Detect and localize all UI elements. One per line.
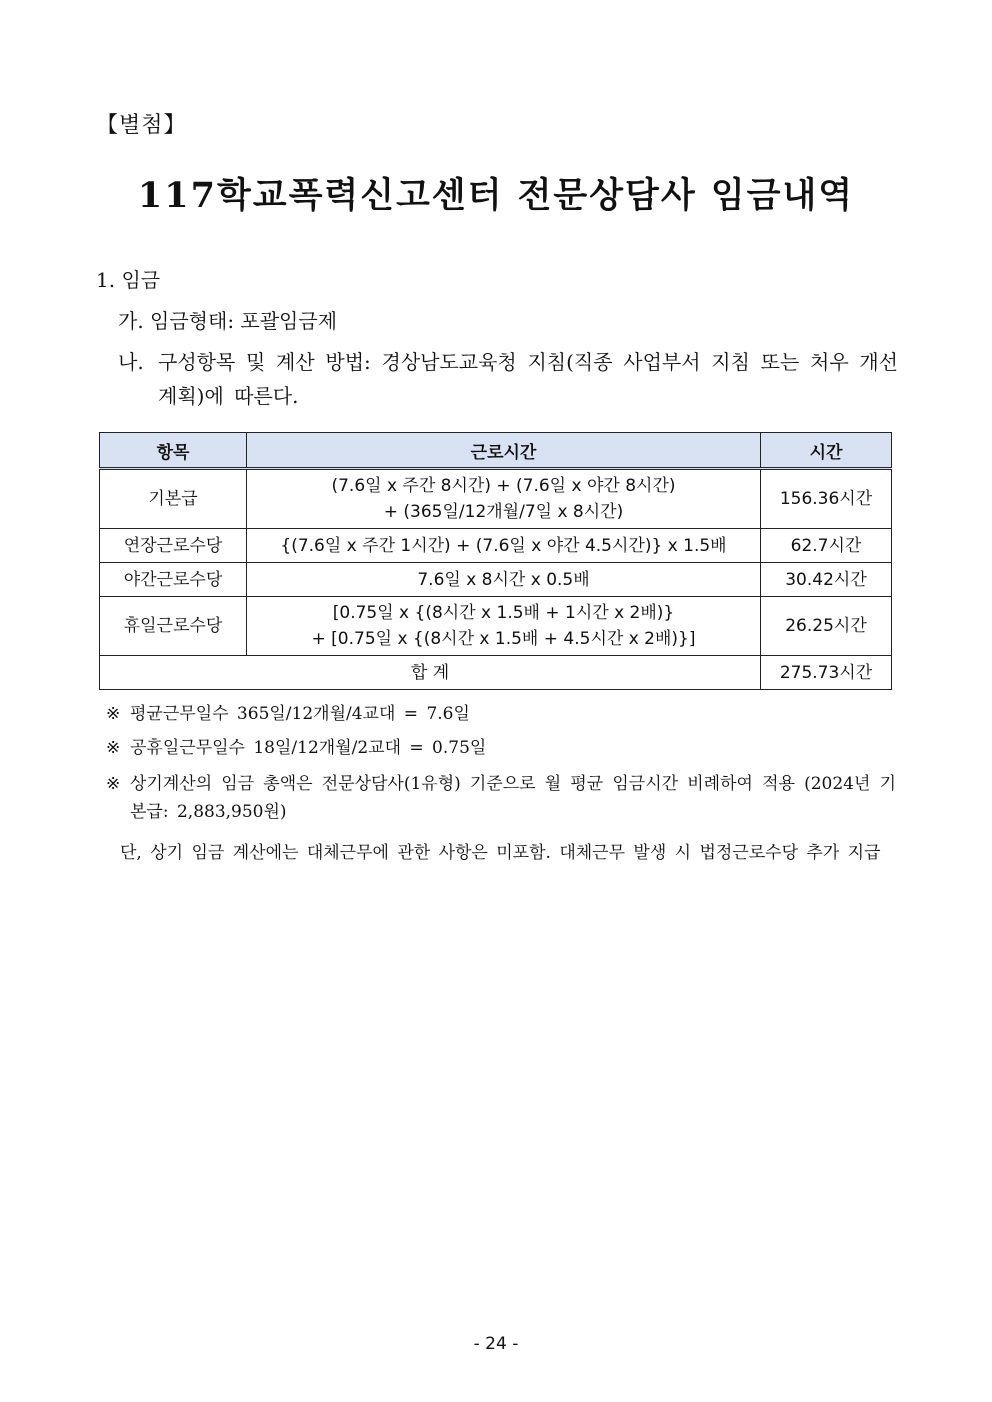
page-number: - 24 - (473, 1334, 519, 1354)
formula-line: 7.6일 x 8시간 x 0.5배 (417, 569, 590, 590)
note-holiday-workdays (106, 734, 896, 762)
table-row (100, 563, 892, 597)
table-row (100, 469, 892, 529)
note-text: 평균근무일수 365일/12개월/4교대 = 7.6일 (130, 704, 470, 724)
note-text: 공휴일근무일수 18일/12개월/2교대 = 0.75일 (130, 738, 487, 758)
sub-item-text: 임금형태: 포괄임금제 (150, 309, 338, 333)
document-title: 117학교폭력신고센터 전문상담사 임금내역 (137, 175, 855, 216)
sub-item-composition (118, 345, 898, 413)
table-row (100, 597, 892, 656)
formula-line: + [0.75일 x {(8시간 x 1.5배 + 4.5시간 x 2배)}] (311, 629, 696, 649)
table-row (100, 529, 892, 563)
header-item: 항목 (100, 433, 247, 469)
wage-table (99, 432, 892, 690)
section-heading: 1. 임금 (96, 268, 161, 292)
row-item: 기본급 (100, 469, 247, 529)
header-work-hours: 근로시간 (247, 433, 761, 469)
note-text: 상기계산의 임금 총액은 전문상담사(1유형) 기준으로 월 평균 임금시간 비례하여 적용 (2024년 기본급: 2,883,950원) (130, 774, 896, 822)
row-hours: 30.42시간 (761, 563, 892, 597)
note-total-wage (106, 770, 896, 826)
sub-item-marker: 가. (118, 309, 144, 333)
row-formula (247, 597, 761, 656)
total-label: 합 계 (100, 656, 761, 690)
sub-item-text: 구성항목 및 계산 방법: 경상남도교육청 지침(직종 사업부서 지침 또는 처우 개선 계획)에 따른다. (158, 350, 898, 408)
reference-mark: ※ (106, 704, 121, 724)
note-avg-workdays (106, 700, 896, 728)
row-formula (247, 563, 761, 597)
table-total-row (100, 656, 892, 690)
formula-line: (7.6일 x 주간 8시간) + (7.6일 x 야간 8시간) (331, 476, 676, 496)
row-item: 야간근로수당 (100, 563, 247, 597)
row-hours: 26.25시간 (761, 597, 892, 656)
row-formula (247, 529, 761, 563)
formula-line: {(7.6일 x 주간 1시간) + (7.6일 x 야간 4.5시간)} x 1.5배 (280, 535, 727, 556)
row-item: 연장근로수당 (100, 529, 247, 563)
table-header-row (100, 433, 892, 469)
row-item: 휴일근로수당 (100, 597, 247, 656)
sub-item-marker: 나. (118, 350, 144, 374)
formula-line: [0.75일 x {(8시간 x 1.5배 + 1시간 x 2배)} (332, 603, 675, 623)
row-hours: 62.7시간 (761, 529, 892, 563)
row-formula (247, 469, 761, 529)
row-hours: 156.36시간 (761, 469, 892, 529)
attachment-label: 【별첨】 (96, 113, 187, 138)
total-hours: 275.73시간 (761, 656, 892, 690)
reference-mark: ※ (106, 774, 121, 794)
reference-mark: ※ (106, 738, 121, 758)
note-substitute-work: 단, 상기 임금 계산에는 대체근무에 관한 사항은 미포함. 대체근무 발생 시 법정근로수당 추가 지급 (120, 843, 881, 863)
header-hours: 시간 (761, 433, 892, 469)
sub-item-wage-type (118, 304, 337, 338)
formula-line: + (365일/12개월/7일 x 8시간) (383, 502, 624, 522)
